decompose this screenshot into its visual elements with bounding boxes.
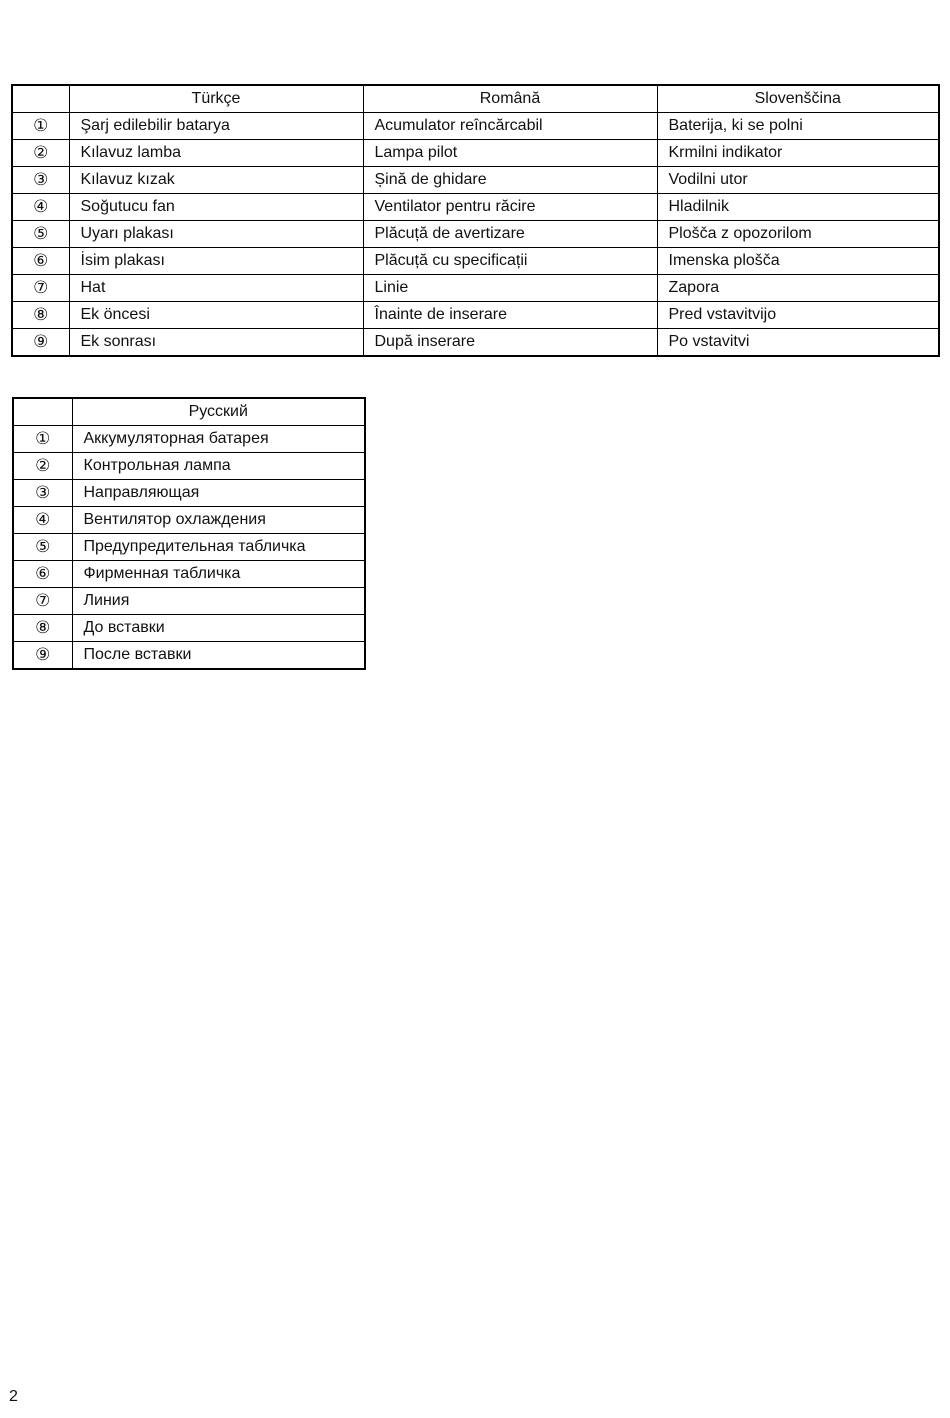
cell-ro: Lampa pilot xyxy=(363,140,657,167)
cell-ru: После вставки xyxy=(72,642,365,670)
table-row xyxy=(13,426,365,453)
table-row xyxy=(12,113,939,140)
row-number: ⑨ xyxy=(13,642,72,670)
cell-ru: Аккумуляторная батарея xyxy=(72,426,365,453)
row-number: ④ xyxy=(12,194,69,221)
cell-ru: Контрольная лампа xyxy=(72,453,365,480)
cell-ro: Acumulator reîncărcabil xyxy=(363,113,657,140)
parts-legend-table-tr-ro-sl xyxy=(11,84,940,357)
table-row xyxy=(12,302,939,329)
header-russian: Русский xyxy=(72,398,365,426)
row-number: ⑧ xyxy=(12,302,69,329)
cell-ro: Înainte de inserare xyxy=(363,302,657,329)
cell-sl: Plošča z opozorilom xyxy=(657,221,939,248)
row-number: ② xyxy=(13,453,72,480)
header-turkish: Türkçe xyxy=(69,85,363,113)
table-row xyxy=(12,329,939,357)
cell-sl: Po vstavitvi xyxy=(657,329,939,357)
cell-tr: Ek sonrası xyxy=(69,329,363,357)
page-number: 2 xyxy=(9,1388,18,1405)
cell-ru: До вставки xyxy=(72,615,365,642)
cell-ro: Linie xyxy=(363,275,657,302)
cell-sl: Pred vstavitvijo xyxy=(657,302,939,329)
table-row xyxy=(12,167,939,194)
cell-ro: Ventilator pentru răcire xyxy=(363,194,657,221)
table-row xyxy=(13,642,365,670)
table-row xyxy=(12,275,939,302)
table-row xyxy=(12,140,939,167)
cell-tr: İsim plakası xyxy=(69,248,363,275)
header-number xyxy=(12,85,69,113)
cell-tr: Ek öncesi xyxy=(69,302,363,329)
header-number xyxy=(13,398,72,426)
cell-tr: Hat xyxy=(69,275,363,302)
table-row xyxy=(12,221,939,248)
table-row xyxy=(13,480,365,507)
cell-ru: Линия xyxy=(72,588,365,615)
cell-sl: Hladilnik xyxy=(657,194,939,221)
table-row xyxy=(13,615,365,642)
cell-ru: Вентилятор охлаждения xyxy=(72,507,365,534)
row-number: ⑤ xyxy=(13,534,72,561)
cell-tr: Soğutucu fan xyxy=(69,194,363,221)
cell-ro: Plăcuță de avertizare xyxy=(363,221,657,248)
cell-tr: Kılavuz lamba xyxy=(69,140,363,167)
cell-ru: Предупредительная табличка xyxy=(72,534,365,561)
table-row xyxy=(13,507,365,534)
table-row xyxy=(12,248,939,275)
row-number: ④ xyxy=(13,507,72,534)
parts-legend-table-ru xyxy=(12,397,366,670)
cell-tr: Uyarı plakası xyxy=(69,221,363,248)
table-row xyxy=(13,561,365,588)
row-number: ⑧ xyxy=(13,615,72,642)
table-row xyxy=(13,588,365,615)
cell-ru: Направляющая xyxy=(72,480,365,507)
row-number: ⑦ xyxy=(12,275,69,302)
cell-sl: Krmilni indikator xyxy=(657,140,939,167)
cell-sl: Vodilni utor xyxy=(657,167,939,194)
cell-tr: Şarj edilebilir batarya xyxy=(69,113,363,140)
row-number: ① xyxy=(12,113,69,140)
table-header-row xyxy=(12,85,939,113)
row-number: ⑥ xyxy=(13,561,72,588)
row-number: ③ xyxy=(13,480,72,507)
row-number: ③ xyxy=(12,167,69,194)
row-number: ② xyxy=(12,140,69,167)
row-number: ⑦ xyxy=(13,588,72,615)
row-number: ⑥ xyxy=(12,248,69,275)
row-number: ⑤ xyxy=(12,221,69,248)
table-row xyxy=(12,194,939,221)
cell-sl: Zapora xyxy=(657,275,939,302)
cell-ro: După inserare xyxy=(363,329,657,357)
cell-ru: Фирменная табличка xyxy=(72,561,365,588)
cell-ro: Șină de ghidare xyxy=(363,167,657,194)
row-number: ⑨ xyxy=(12,329,69,357)
header-slovenian: Slovenščina xyxy=(657,85,939,113)
row-number: ① xyxy=(13,426,72,453)
table-row xyxy=(13,453,365,480)
cell-sl: Imenska plošča xyxy=(657,248,939,275)
table-row xyxy=(13,534,365,561)
cell-ro: Plăcuță cu specificații xyxy=(363,248,657,275)
header-romanian: Română xyxy=(363,85,657,113)
table-header-row xyxy=(13,398,365,426)
cell-sl: Baterija, ki se polni xyxy=(657,113,939,140)
cell-tr: Kılavuz kızak xyxy=(69,167,363,194)
